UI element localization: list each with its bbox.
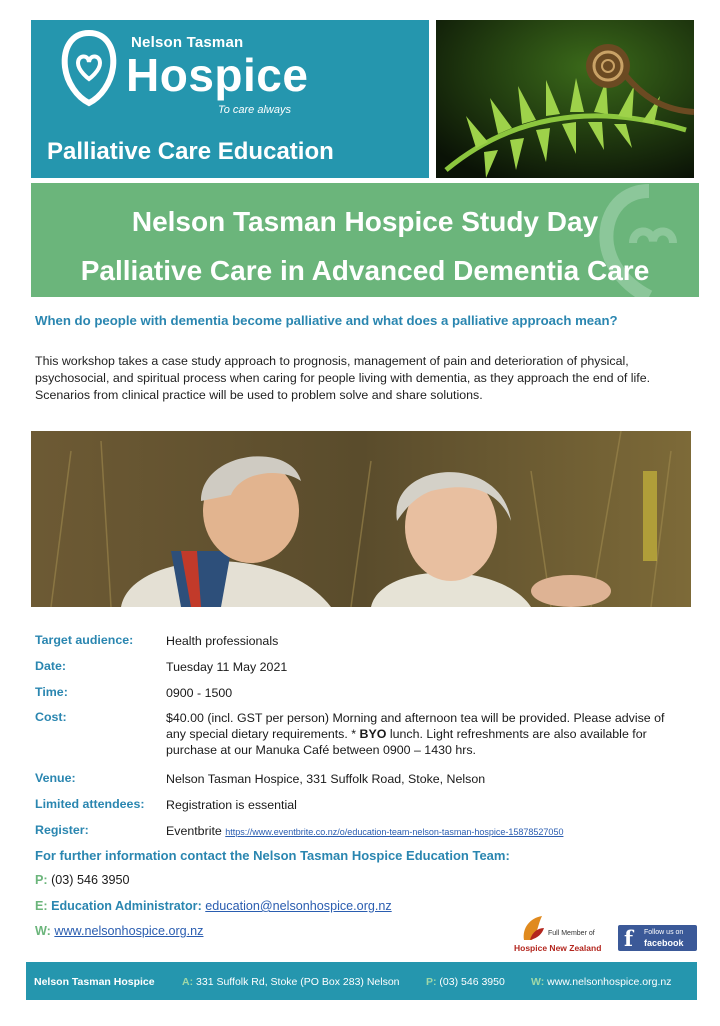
heart-logo-icon [57,27,121,107]
time-value: 0900 - 1500 [166,686,233,700]
footer-org: Nelson Tasman Hospice [34,976,155,988]
intro-paragraph: This workshop takes a case study approach to prognosis, management of pain and deterioration of physical, psychosocial, and spiritual process when caring for people living with dementia, as they approach the end of life. Scenarios from clinical practice will be used to problem solve and share solutions. [35,354,651,402]
hospice-nz-logo-icon [520,914,546,942]
email-label: E: [35,899,48,913]
cost-text-1: $40.00 (incl. GST per person) Morning and afternoon tea will be provided. Please advise of any special dietary requirements. * [166,711,665,741]
cost-text-2: lunch. Light refreshments are also available for purchase at our Manuka Café between 0900 – 1430 hrs. [166,727,647,757]
email-link[interactable]: education@nelsonhospice.org.nz [205,899,392,913]
facebook-icon: f [624,926,634,951]
limited-value: Registration is essential [166,798,297,812]
footer-phone-label: P: [426,976,437,988]
facebook-follow-text: Follow us on [644,929,684,936]
web-link[interactable]: www.nelsonhospice.org.nz [54,924,204,938]
audience-label: Target audience: [35,633,134,647]
banner-title: Nelson Tasman Hospice Study Day [131,206,599,237]
member-small-text: Full Member of [548,930,595,937]
register-text: Eventbrite [166,824,222,838]
contact-phone [35,873,130,887]
facebook-text: facebook [644,938,684,948]
time-label: Time: [35,685,68,699]
contact-email [35,899,392,913]
limited-label: Limited attendees: [35,797,145,811]
footer-phone-value: (03) 546 3950 [439,976,505,988]
venue-value: Nelson Tasman Hospice, 331 Suffolk Road, Stoke, Nelson [166,772,486,786]
contact-heading: For further information contact the Nelson Tasman Hospice Education Team: [35,848,510,863]
audience-value: Health professionals [166,634,279,648]
key-question: When do people with dementia become palliative and what does a palliative approach mean? [35,313,618,328]
footer-web-value: www.nelsonhospice.org.nz [547,976,672,988]
member-org-text: Hospice New Zealand [514,943,602,953]
contact-web [35,924,203,938]
couple-photo [31,431,691,607]
date-label: Date: [35,659,66,673]
phone-label: P: [35,873,48,887]
register-link[interactable]: https://www.eventbrite.co.nz/o/education-team-nelson-tasman-hospice-15878527050 [225,827,564,837]
footer-phone [426,976,505,988]
banner-subtitle: Palliative Care in Advanced Dementia Care [80,255,650,286]
email-prefix: Education Administrator: [51,899,202,913]
org-name: Hospice [126,49,309,101]
org-name-small: Nelson Tasman [131,34,244,51]
footer-addr-value: 331 Suffolk Rd, Stoke (PO Box 283) Nelson [196,976,400,988]
phone-value: (03) 546 3950 [51,873,130,887]
footer-web [531,976,671,988]
footer-addr-label: A: [182,976,194,988]
register-value [166,823,666,840]
venue-label: Venue: [35,771,76,785]
tagline: To care always [218,104,291,116]
fern-photo [436,20,694,178]
cost-byo: BYO [359,727,387,741]
cost-value [166,710,666,758]
date-value: Tuesday 11 May 2021 [166,660,288,674]
register-label: Register: [35,823,89,837]
web-label: W: [35,924,51,938]
cost-label: Cost: [35,710,67,724]
footer-address [182,976,400,988]
title-banner [31,183,699,297]
footer-web-label: W: [531,976,545,988]
program-title: Palliative Care Education [47,138,334,165]
